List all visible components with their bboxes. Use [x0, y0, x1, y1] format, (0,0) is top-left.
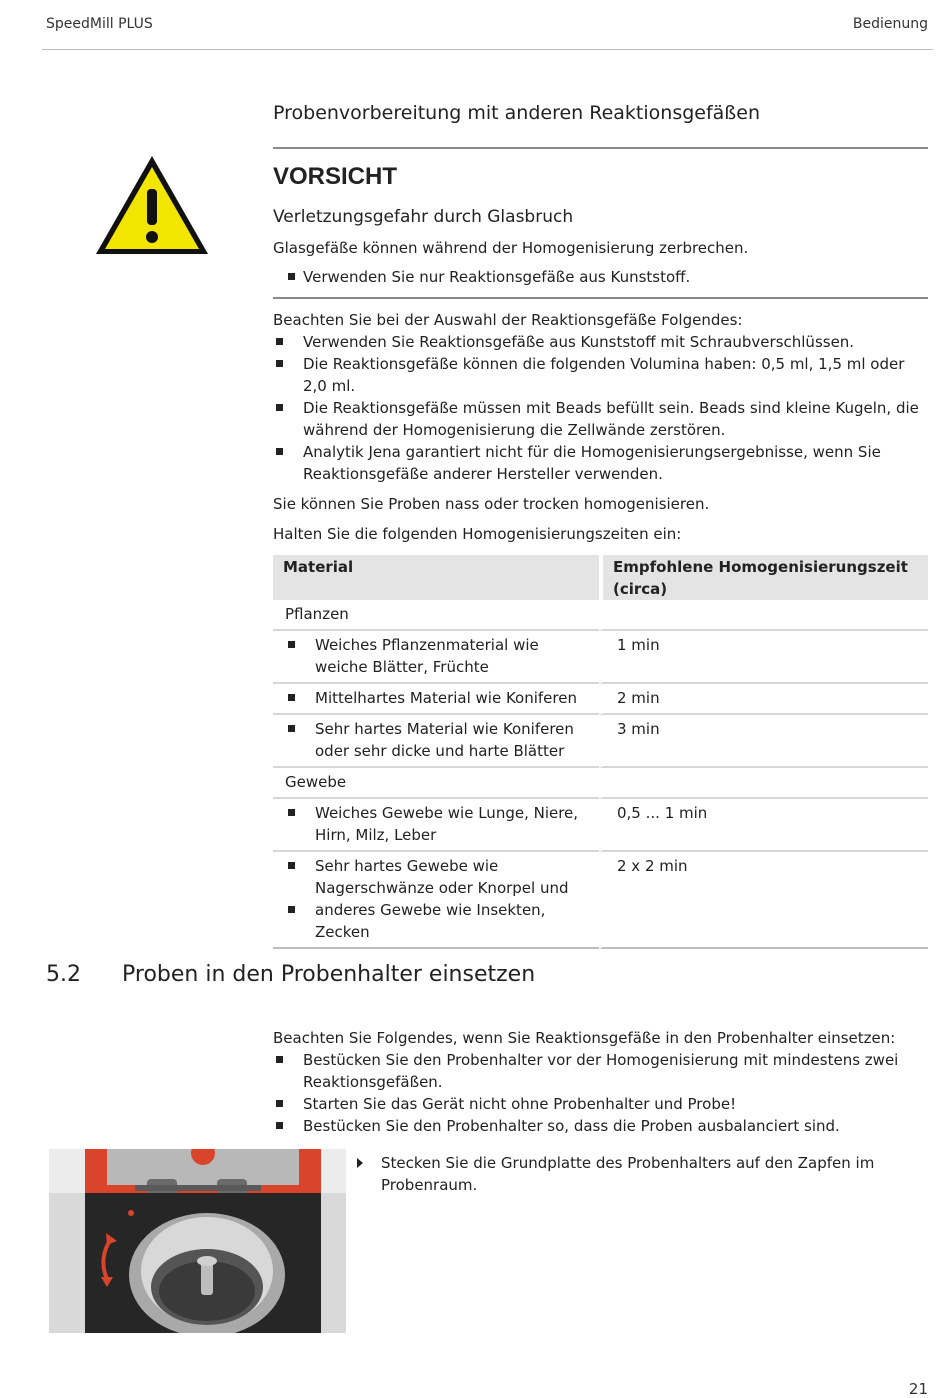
- hazard-action-text: Verwenden Sie nur Reaktionsgefäße aus Kunststoff.: [303, 268, 691, 286]
- step-arrow-icon: [357, 1158, 363, 1168]
- header-divider: [42, 49, 933, 50]
- notes-list: [273, 331, 928, 485]
- subsection-title: Probenvorbereitung mit anderen Reaktionsgefäßen: [273, 102, 760, 124]
- running-header-left: SpeedMill PLUS: [46, 16, 153, 32]
- section-title: Proben in den Probenhalter einsetzen: [122, 962, 536, 987]
- list-item: Starten Sie das Gerät nicht ohne Probenhalter und Probe!: [273, 1093, 928, 1115]
- group-label: Pflanzen: [273, 600, 599, 631]
- hazard-text: Glasgefäße können während der Homogenisierung zerbrechen.: [273, 239, 749, 257]
- time-cell: 0,5 ... 1 min: [599, 799, 928, 852]
- table-cell: [599, 600, 928, 631]
- table-row: [273, 684, 928, 715]
- group-label: Gewebe: [273, 768, 599, 799]
- list-item: Bestücken Sie den Probenhalter vor der Homogenisierung mit mindestens zwei Reaktionsgefäßen.: [273, 1049, 928, 1093]
- warning-triangle-icon: [93, 153, 211, 257]
- table-header-row: [273, 555, 928, 600]
- time-cell: 2 x 2 min: [599, 852, 928, 949]
- device-photo: [49, 1149, 346, 1333]
- table-row: [273, 715, 928, 768]
- time-cell: 3 min: [599, 715, 928, 768]
- table-group-row: [273, 600, 928, 631]
- list-item: Die Reaktionsgefäße müssen mit Beads befüllt sein. Beads sind kleine Kugeln, die während der Homogenisierung die Zellwände zerstören.: [273, 397, 928, 441]
- time-cell: 2 min: [599, 684, 928, 715]
- hazard-action: [288, 266, 923, 288]
- list-item: Verwenden Sie Reaktionsgefäße aus Kunststoff mit Schraubverschlüssen.: [273, 331, 928, 353]
- notes-paragraph: Halten Sie die folgenden Homogenisierungszeiten ein:: [273, 525, 682, 543]
- time-cell: 1 min: [599, 631, 928, 684]
- list-item: Analytik Jena garantiert nicht für die Homogenisierungsergebnisse, wenn Sie Reaktionsgefäße anderer Hersteller verwenden.: [273, 441, 928, 485]
- homogenization-time-table: [273, 555, 928, 949]
- bullet-marker: [288, 273, 295, 280]
- material-cell: anderes Gewebe wie Insekten, Zecken: [285, 899, 591, 943]
- table-row: [273, 852, 928, 949]
- holder-intro: Beachten Sie Folgendes, wenn Sie Reaktionsgefäße in den Probenhalter einsetzen:: [273, 1029, 896, 1047]
- signal-word: VORSICHT: [273, 163, 398, 190]
- column-header-time: Empfohlene Homogenisierungszeit (circa): [599, 555, 928, 600]
- step-text: Stecken Sie die Grundplatte des Probenhalters auf den Zapfen im Probenraum.: [381, 1154, 875, 1194]
- notes-intro: Beachten Sie bei der Auswahl der Reaktionsgefäße Folgendes:: [273, 311, 743, 329]
- notes-paragraph: Sie können Sie Proben nass oder trocken homogenisieren.: [273, 495, 710, 513]
- material-cell: Mittelhartes Material wie Koniferen: [285, 687, 591, 709]
- holder-notes: [273, 1027, 928, 1137]
- holder-list: [273, 1049, 928, 1137]
- material-cell: Sehr hartes Material wie Koniferen oder sehr dicke und harte Blätter: [285, 718, 591, 762]
- list-item: Die Reaktionsgefäße können die folgenden Volumina haben: 0,5 ml, 1,5 ml oder 2,0 ml.: [273, 353, 928, 397]
- instruction-step: [357, 1152, 941, 1196]
- hazard-title: Verletzungsgefahr durch Glasbruch: [273, 207, 574, 227]
- column-header-material: Material: [273, 555, 599, 600]
- table-group-row: [273, 768, 928, 799]
- section-number: 5.2: [46, 962, 81, 987]
- warning-top-rule: [273, 147, 928, 149]
- material-cell: Weiches Pflanzenmaterial wie weiche Blätter, Früchte: [285, 634, 591, 678]
- material-cell: Sehr hartes Gewebe wie Nagerschwänze oder Knorpel und: [285, 855, 591, 899]
- warning-bottom-rule: [273, 297, 928, 299]
- material-cell: Weiches Gewebe wie Lunge, Niere, Hirn, Milz, Leber: [285, 802, 591, 846]
- table-row: [273, 631, 928, 684]
- table-row: [273, 799, 928, 852]
- selection-notes: [273, 309, 928, 545]
- table-cell: [599, 768, 928, 799]
- list-item: Bestücken Sie den Probenhalter so, dass die Proben ausbalanciert sind.: [273, 1115, 928, 1137]
- page-number: 21: [908, 1380, 928, 1398]
- running-header-right: Bedienung: [852, 16, 928, 32]
